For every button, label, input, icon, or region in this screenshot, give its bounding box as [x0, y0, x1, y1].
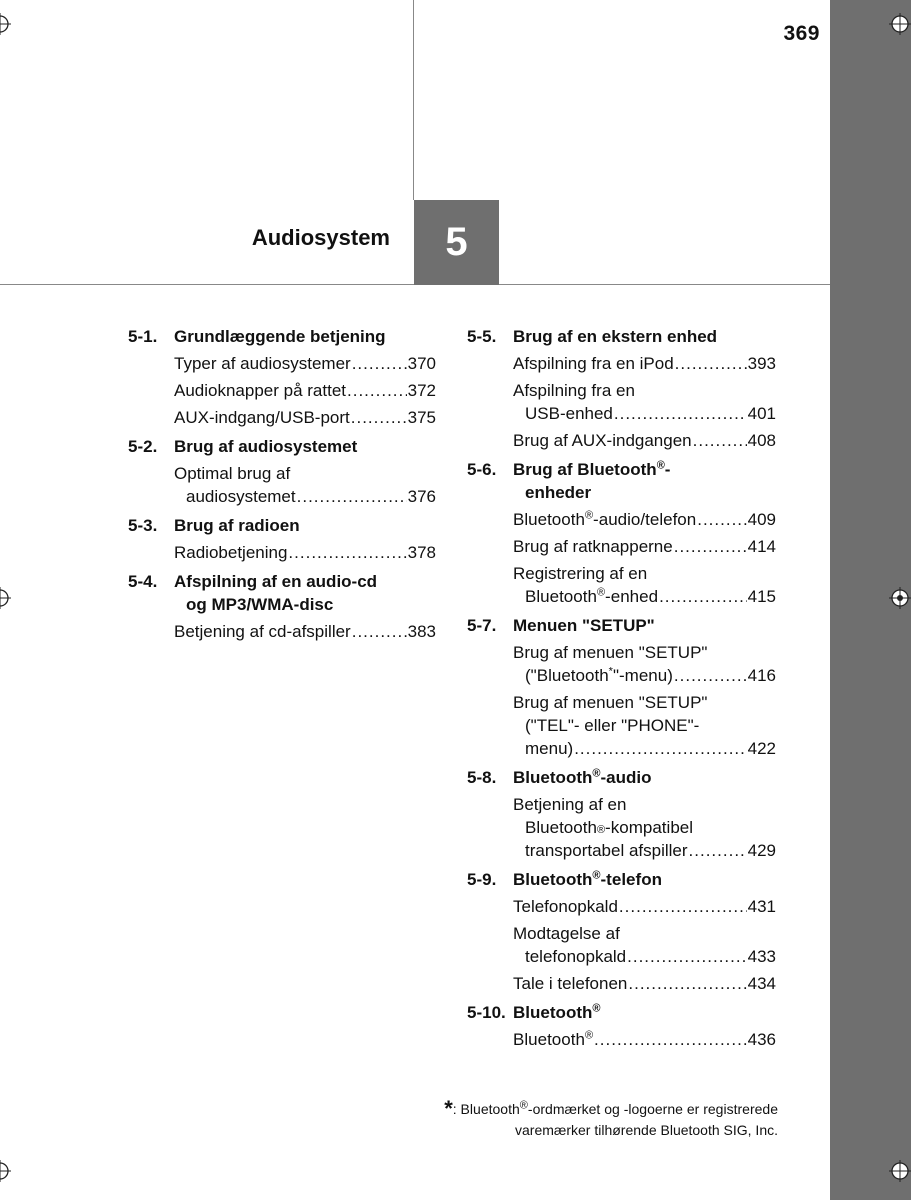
- section-number: 5-8.: [467, 768, 497, 787]
- entry-title-line: Registrering af en: [513, 564, 648, 583]
- entry-title: AUX-indgang/USB-port: [174, 408, 350, 427]
- entry-page-number: 434: [747, 974, 776, 993]
- entry-line: [174, 485, 436, 508]
- entry-title: Afspilning fra en iPod: [513, 354, 674, 373]
- entry-line: [513, 535, 776, 558]
- entry-page-number: 372: [407, 381, 436, 400]
- entry-page-number: 429: [747, 841, 776, 860]
- registration-mark-icon: [889, 1160, 911, 1182]
- toc-entry[interactable]: [174, 379, 436, 406]
- registered-mark: ®: [592, 767, 601, 780]
- footnote-text-1: : Bluetooth®-ordmærket og -logoerne er registrerede: [452, 1099, 778, 1117]
- dot-leader: [627, 945, 746, 968]
- entry-page-number: 433: [747, 947, 776, 966]
- toc-column-right: [467, 325, 776, 1057]
- section-title-line: Bluetooth®-telefon: [513, 869, 662, 889]
- registration-mark-icon: [0, 1160, 11, 1182]
- dot-leader: [594, 1028, 747, 1051]
- dot-leader: [628, 972, 746, 995]
- toc-entry[interactable]: [174, 406, 436, 433]
- entry-page-number: 415: [747, 587, 776, 606]
- entry-line: [513, 429, 776, 452]
- section-title-line: Brug af Bluetooth®-: [513, 459, 671, 479]
- entry-page-number: 409: [747, 510, 776, 529]
- asterisk-mark: *: [608, 665, 613, 678]
- section-heading: [128, 325, 436, 352]
- toc-section: [467, 614, 776, 764]
- entry-line: [513, 664, 776, 687]
- toc-entry[interactable]: [513, 1028, 776, 1055]
- entry-title-line: Optimal brug af: [174, 464, 291, 483]
- section-title-line: enheder: [525, 483, 592, 502]
- entry-line: [174, 379, 436, 402]
- section-title: [174, 570, 436, 616]
- section-title: [174, 514, 436, 537]
- dot-leader: [297, 485, 407, 508]
- entry-page-number: 376: [407, 487, 436, 506]
- footnote: [330, 1098, 778, 1141]
- chapter-title: Audiosystem: [251, 225, 390, 250]
- entry-title: audiosystemet: [186, 487, 296, 506]
- entry-page-number: 408: [747, 431, 776, 450]
- toc-entry[interactable]: [513, 429, 776, 456]
- toc-entry[interactable]: [174, 620, 436, 647]
- registered-mark: ®: [584, 509, 594, 522]
- entry-line: [174, 352, 436, 375]
- toc-entry[interactable]: [513, 691, 776, 764]
- section-title-line: Grundlæggende betjening: [174, 327, 386, 346]
- section-number: 5-6.: [467, 460, 497, 479]
- toc-entry[interactable]: [174, 541, 436, 568]
- section-heading: [467, 614, 776, 641]
- dot-leader: [693, 429, 747, 452]
- entry-line: [174, 620, 436, 643]
- entry-line: [513, 352, 776, 375]
- registered-mark: ®: [519, 1099, 528, 1112]
- dot-leader: [614, 402, 747, 425]
- registered-mark: ®: [596, 586, 606, 599]
- section-number: 5-1.: [128, 327, 158, 346]
- section-number: 5-9.: [467, 870, 497, 889]
- toc-section: [467, 868, 776, 999]
- section-title-line: Bluetooth®: [513, 1002, 601, 1022]
- toc-entry[interactable]: [513, 508, 776, 535]
- dot-leader: [351, 406, 407, 429]
- footnote-text-2: varemærker tilhørende Bluetooth SIG, Inc.: [515, 1122, 778, 1138]
- toc-section: [467, 766, 776, 866]
- dot-leader: [347, 379, 407, 402]
- section-title-line: Brug af audiosystemet: [174, 437, 358, 456]
- registered-mark: ®: [592, 869, 601, 882]
- toc-entry[interactable]: [513, 379, 776, 429]
- section-heading: [467, 458, 776, 508]
- entry-title: USB-enhed: [525, 404, 613, 423]
- section-title: [513, 766, 776, 789]
- entry-page-number: 375: [407, 408, 436, 427]
- entry-title: Radiobetjening: [174, 543, 288, 562]
- entry-title: telefonopkald: [525, 947, 627, 966]
- entry-page-number: 436: [747, 1030, 776, 1049]
- entry-page-number: 378: [407, 543, 436, 562]
- registered-mark: ®: [656, 459, 665, 472]
- entry-title: Bluetooth®: [513, 1029, 594, 1049]
- toc-section: [128, 570, 436, 647]
- registered-mark: ®: [584, 1029, 594, 1042]
- section-heading: [467, 766, 776, 793]
- chapter-number: 5: [445, 220, 468, 264]
- entry-page-number: 416: [747, 666, 776, 685]
- toc-entry[interactable]: [513, 895, 776, 922]
- section-title-line: og MP3/WMA-disc: [186, 595, 334, 614]
- dot-leader: [574, 737, 746, 760]
- section-title-line: Menuen "SETUP": [513, 616, 655, 635]
- entry-page-number: 431: [747, 897, 776, 916]
- chapter-number-box: [414, 200, 499, 285]
- entry-line: [513, 585, 776, 608]
- section-title-line: Brug af radioen: [174, 516, 300, 535]
- section-heading: [467, 1001, 776, 1028]
- toc-entry[interactable]: [513, 641, 776, 691]
- entry-page-number: 383: [407, 622, 436, 641]
- dot-leader: [674, 535, 747, 558]
- registration-mark-icon: [0, 587, 11, 609]
- toc-entry[interactable]: [513, 922, 776, 972]
- entry-line: [513, 972, 776, 995]
- toc-section: [467, 458, 776, 612]
- registered-mark: ®: [592, 1002, 601, 1015]
- entry-line: [513, 402, 776, 425]
- dot-leader: [689, 839, 747, 862]
- entry-title: Tale i telefonen: [513, 974, 628, 993]
- dot-leader: [352, 620, 407, 643]
- entry-page-number: 422: [747, 739, 776, 758]
- entry-title: Audioknapper på rattet: [174, 381, 347, 400]
- entry-title: ("Bluetooth*"-menu): [525, 665, 673, 685]
- section-title-line: Brug af en ekstern enhed: [513, 327, 718, 346]
- section-number: 5-3.: [128, 516, 158, 535]
- toc-column-left: [128, 325, 436, 649]
- entry-title: Brug af AUX-indgangen: [513, 431, 692, 450]
- entry-title: Betjening af cd-afspiller: [174, 622, 351, 641]
- entry-title: Bluetooth®-audio/telefon: [513, 509, 697, 529]
- entry-title: Typer af audiosystemer: [174, 354, 351, 373]
- section-title: [513, 458, 776, 504]
- entry-title: Bluetooth®-enhed: [525, 586, 659, 606]
- section-number: 5-4.: [128, 572, 158, 591]
- section-heading: [128, 570, 436, 620]
- entry-title-line: ("TEL"- eller "PHONE"-: [525, 716, 700, 735]
- entry-line: [513, 839, 776, 862]
- entry-title: Telefonopkald: [513, 897, 618, 916]
- section-title-line: Bluetooth®-audio: [513, 767, 652, 787]
- toc-entry[interactable]: [174, 352, 436, 379]
- section-number: 5-7.: [467, 616, 497, 635]
- entry-page-number: 401: [747, 404, 776, 423]
- dot-leader: [697, 508, 746, 531]
- entry-title-line: Betjening af en: [513, 795, 627, 814]
- entry-title: Brug af ratknapperne: [513, 537, 673, 556]
- entry-line: [174, 406, 436, 429]
- entry-line: [513, 1028, 776, 1051]
- section-number: 5-10.: [467, 1003, 506, 1022]
- toc-entry[interactable]: [174, 462, 436, 512]
- section-number: 5-2.: [128, 437, 158, 456]
- section-title: [513, 868, 776, 891]
- entry-title-line: Brug af menuen "SETUP": [513, 643, 708, 662]
- entry-line: [513, 895, 776, 918]
- toc-entry[interactable]: [513, 352, 776, 379]
- toc-entry[interactable]: [513, 535, 776, 562]
- entry-line: [174, 541, 436, 564]
- toc-section: [128, 514, 436, 568]
- page-number: 369: [783, 22, 820, 45]
- section-title: [513, 1001, 776, 1024]
- divider-vertical: [413, 0, 414, 200]
- entry-title-line: Afspilning fra en: [513, 381, 635, 400]
- section-title: [174, 325, 436, 348]
- toc-section: [128, 435, 436, 512]
- section-title: [174, 435, 436, 458]
- entry-page-number: 370: [407, 354, 436, 373]
- entry-title-line: Brug af menuen "SETUP": [513, 693, 708, 712]
- entry-line: [513, 508, 776, 531]
- toc-entry[interactable]: [513, 793, 776, 866]
- entry-title-line: Bluetooth ® -kompatibel: [525, 818, 694, 837]
- registration-mark-icon: [889, 13, 911, 35]
- section-heading: [128, 514, 436, 541]
- section-heading: [128, 435, 436, 462]
- entry-title-line: Modtagelse af: [513, 924, 620, 943]
- section-heading: [467, 325, 776, 352]
- section-title-line: Afspilning af en audio-cd: [174, 572, 378, 591]
- dot-leader: [674, 664, 747, 687]
- section-title: [513, 325, 776, 348]
- section-number: 5-5.: [467, 327, 497, 346]
- dot-leader: [675, 352, 747, 375]
- entry-page-number: 393: [747, 354, 776, 373]
- entry-page-number: 414: [747, 537, 776, 556]
- dot-leader: [352, 352, 407, 375]
- toc-entry[interactable]: [513, 972, 776, 999]
- entry-line: [513, 945, 776, 968]
- dot-leader: [288, 541, 406, 564]
- toc-section: [467, 1001, 776, 1055]
- section-heading: [467, 868, 776, 895]
- toc-section: [128, 325, 436, 433]
- footnote-line-1: [330, 1098, 778, 1120]
- dot-leader: [659, 585, 747, 608]
- dot-leader: [619, 895, 747, 918]
- toc-section: [467, 325, 776, 456]
- entry-title: menu): [525, 739, 574, 758]
- entry-line: [513, 737, 776, 760]
- registration-mark-icon: [889, 587, 911, 609]
- footnote-asterisk: *: [444, 1096, 453, 1121]
- registration-mark-icon: [0, 13, 11, 35]
- section-title: [513, 614, 776, 637]
- entry-title: transportabel afspiller: [525, 841, 688, 860]
- toc-entry[interactable]: [513, 562, 776, 612]
